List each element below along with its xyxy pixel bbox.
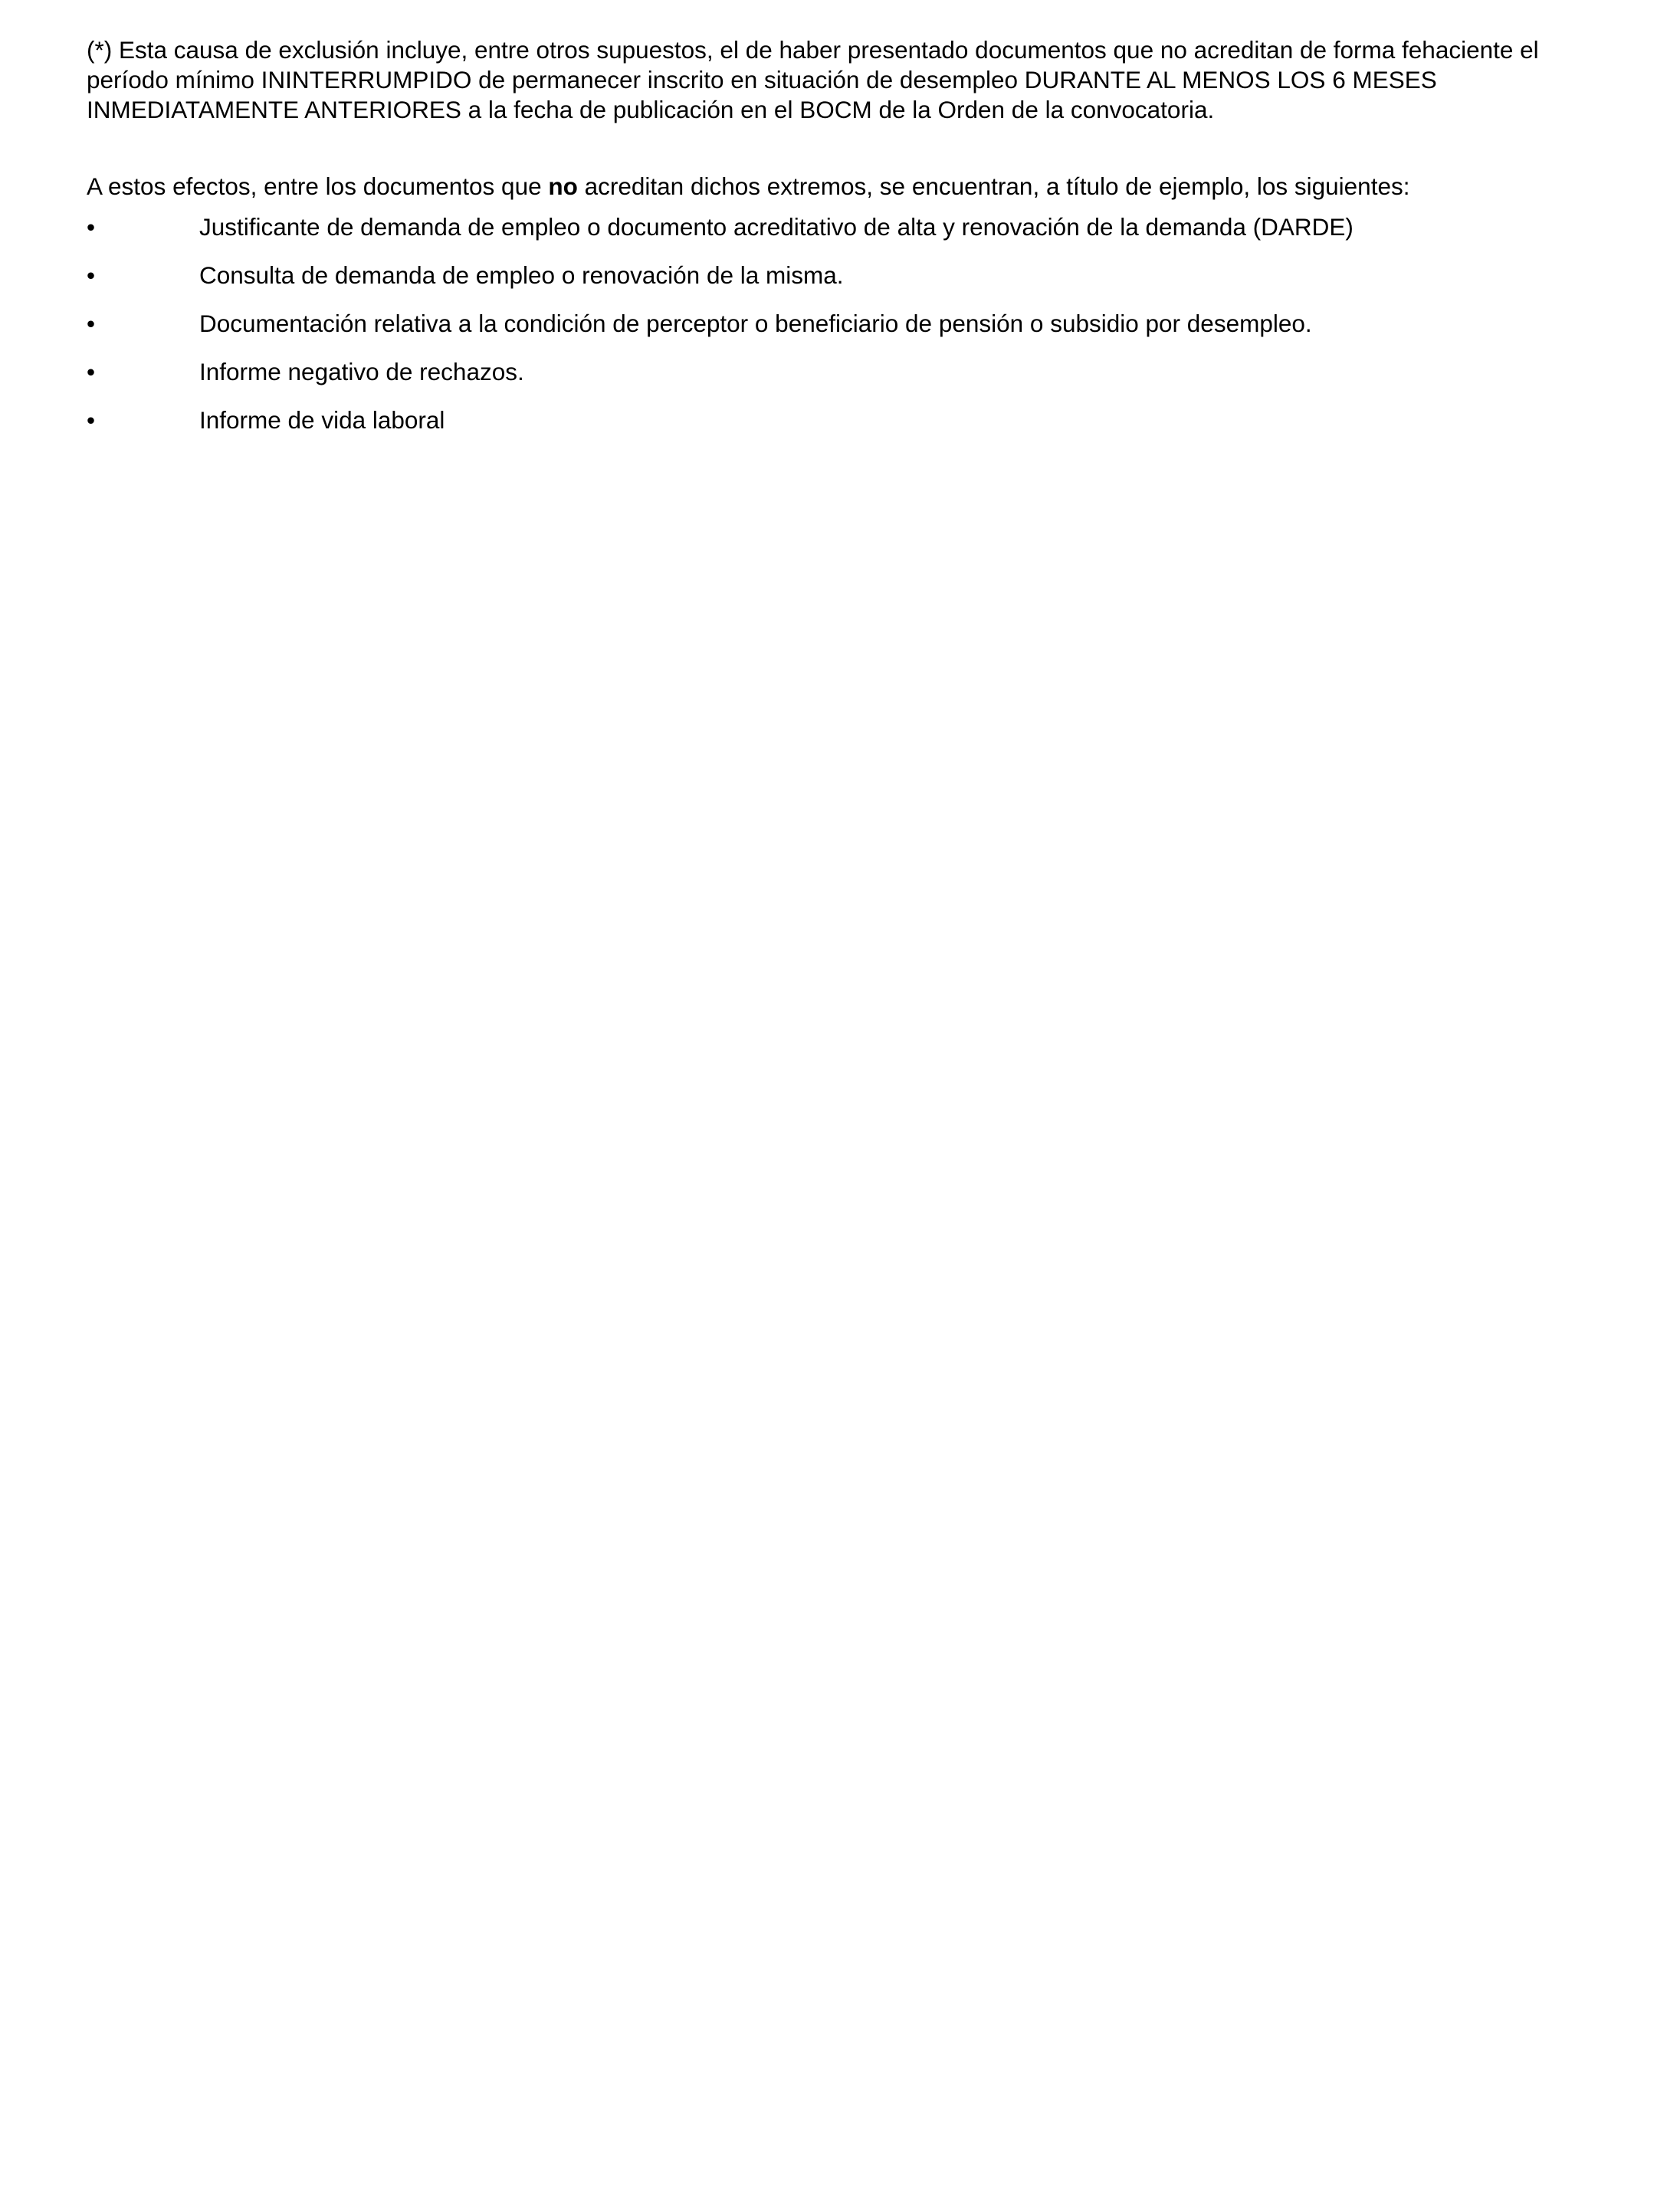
bullet-icon: • [87, 358, 96, 385]
list-item-text: Informe de vida laboral [199, 406, 445, 434]
list-item-text: Documentación relativa a la condición de perceptor o beneficiario de pensión o subsidio por desempleo. [199, 310, 1312, 337]
intro-text-start: A estos efectos, entre los documentos que [87, 172, 549, 200]
list-item-text: Consulta de demanda de empleo o renovación de la misma. [199, 261, 844, 289]
list-item-text: Justificante de demanda de empleo o documento acreditativo de alta y renovación de la demanda (DARDE) [199, 213, 1354, 241]
exclusion-note: (*) Esta causa de exclusión incluye, entre otros supuestos, el de haber presentado documentos que no acreditan de forma fehaciente el período mínimo ININTERRUMPIDO de permanecer inscrito en situación de desempleo DURANTE AL MENOS LOS 6 MESES INMEDIATAMENTE ANTERIORES a la fecha de publicación en el BOCM de la Orden de la convocatoria. [87, 36, 1539, 123]
list-item-text: Informe negativo de rechazos. [199, 358, 524, 385]
bullet-icon: • [87, 213, 96, 241]
bullet-icon: • [87, 406, 96, 434]
bullet-icon: • [87, 261, 96, 289]
bullet-icon: • [87, 310, 96, 337]
intro-bold-word: no [548, 172, 578, 200]
intro-text-end: acreditan dichos extremos, se encuentran, a título de ejemplo, los siguientes: [577, 172, 1410, 200]
intro-paragraph [87, 171, 1612, 202]
